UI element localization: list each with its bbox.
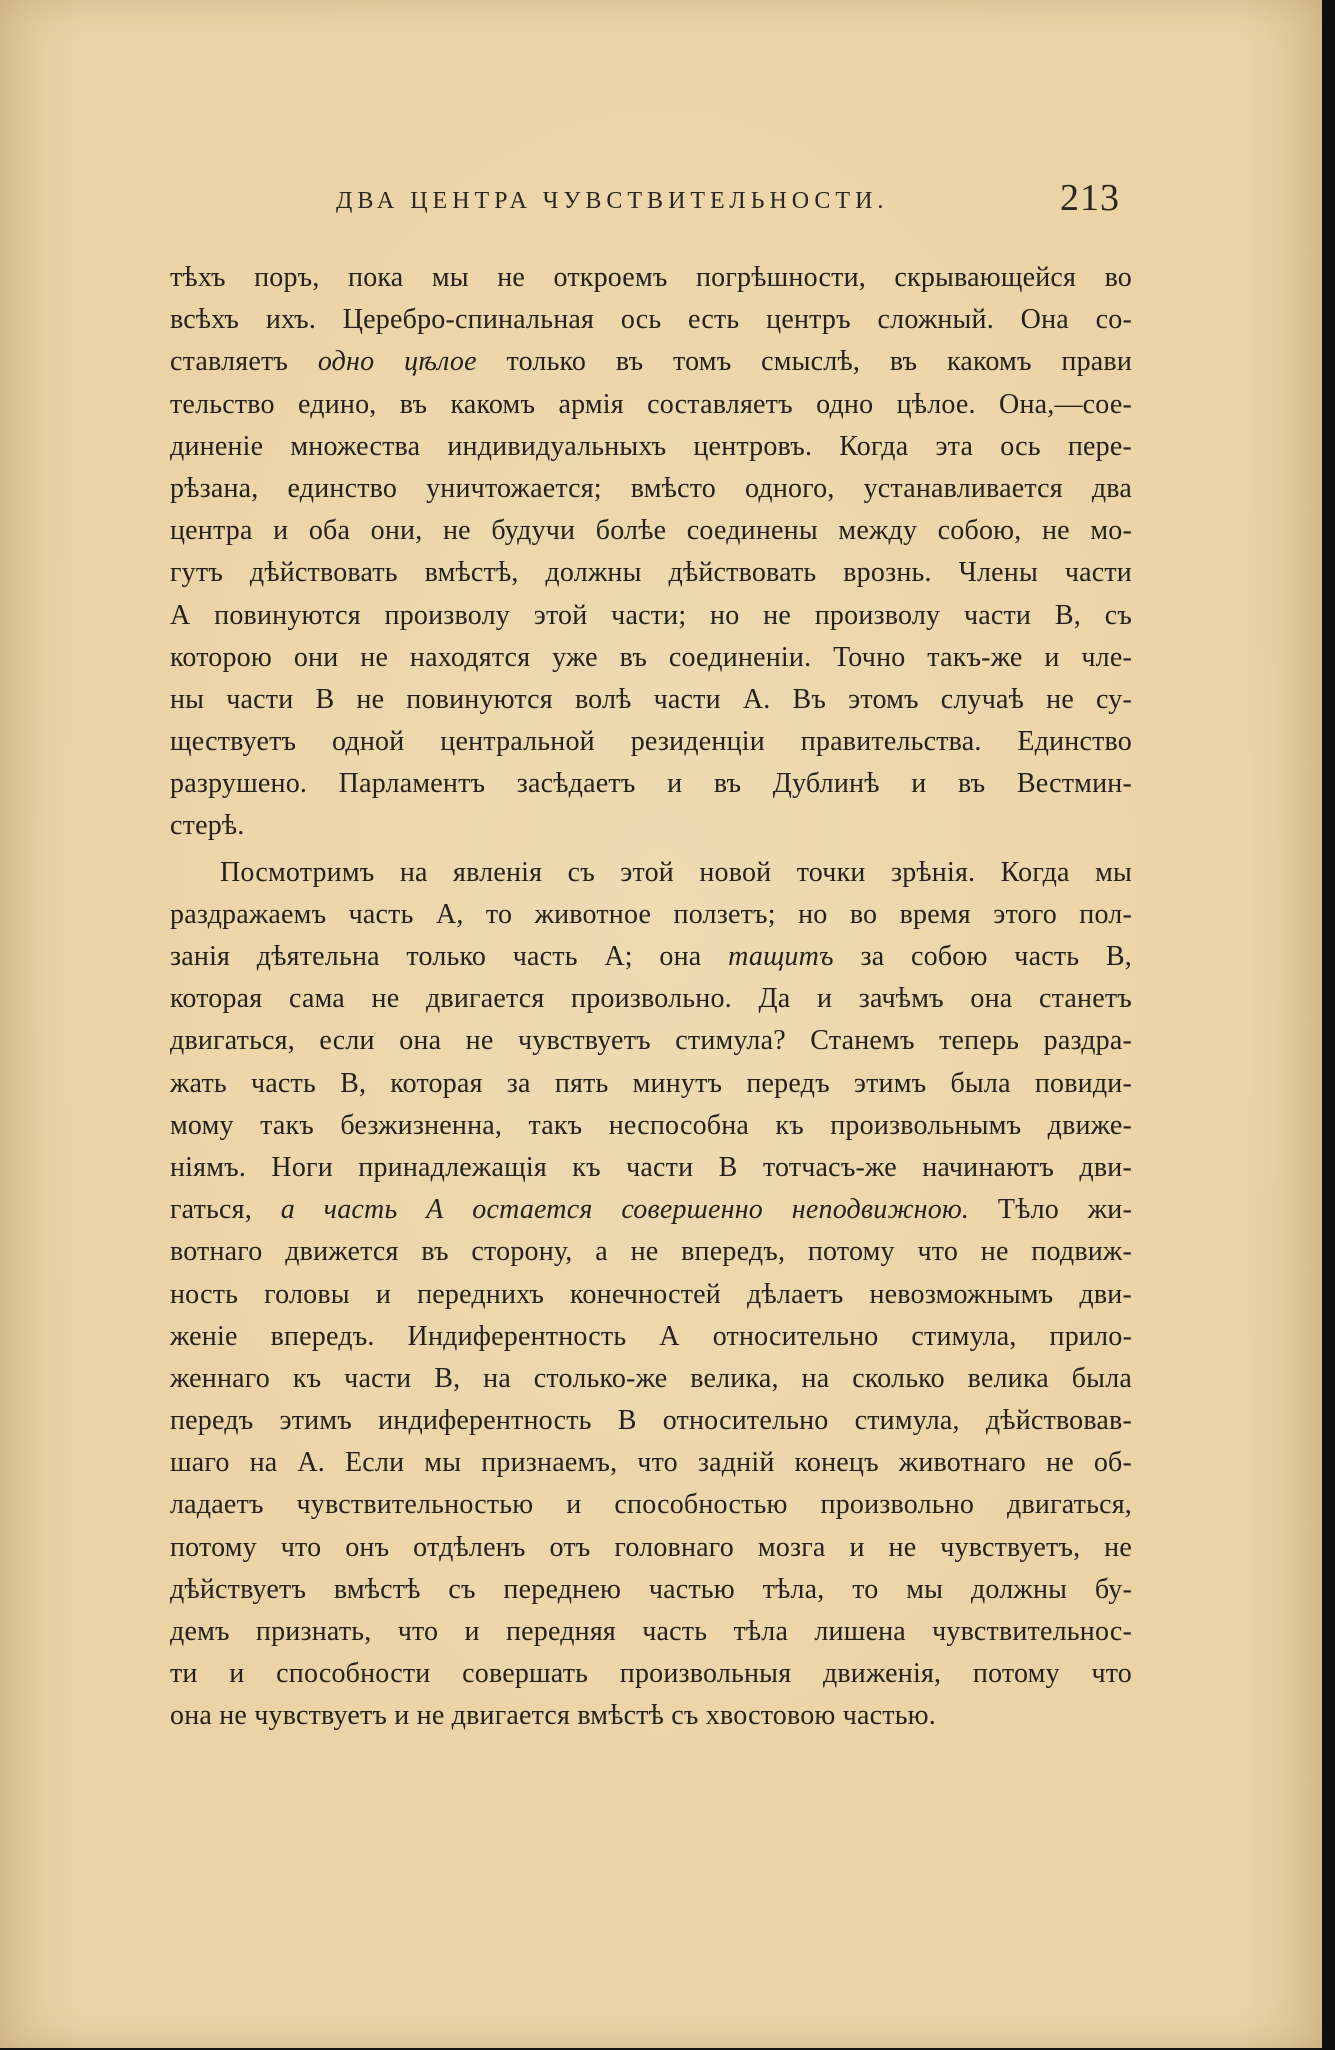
text-line: шаго на А. Если мы признаемъ, что задній конецъ животнаго не об- <box>170 1447 1132 1479</box>
text-line: ти и способности совершать произвольныя движенія, потому что <box>170 1658 1132 1690</box>
line-fragment: ставляетъ <box>170 346 318 378</box>
text-line: которая сама не двигается произвольно. Да и зачѣмъ она станетъ <box>170 983 1132 1015</box>
text-line: тельство едино, въ какомъ армія составляетъ одно цѣлое. Она,—сое- <box>170 388 1132 420</box>
body-text <box>170 257 1132 1738</box>
text-line: ны части В не повинуются волѣ части А. Въ этомъ случаѣ не су- <box>170 683 1132 715</box>
scan-edge <box>1322 0 1335 2050</box>
text-line: раздражаемъ часть А, то животное ползетъ; но во время этого пол- <box>170 898 1132 930</box>
text-line <box>170 1189 1132 1231</box>
text-line: передъ этимъ индиферентность В относительно стимула, дѣйствовав- <box>170 1405 1132 1437</box>
italic-emphasis: одно цѣлое <box>317 346 477 378</box>
text-line: демъ признать, что и передняя часть тѣла лишена чувствительнос- <box>170 1616 1132 1647</box>
text-line: женнаго къ части В, на столько-же велика, на сколько велика была <box>170 1362 1132 1394</box>
text-line: Посмотримъ на явленія съ этой новой точки зрѣнія. Когда мы <box>220 856 1132 888</box>
page-number: 213 <box>1060 177 1120 219</box>
running-head <box>170 176 1130 226</box>
text-line: разрушено. Парламентъ засѣдаетъ и въ Дублинѣ и въ Вестмин- <box>170 768 1132 800</box>
text-line: рѣзана, единство уничтожается; вмѣсто одного, устанавливается два <box>170 472 1132 504</box>
text-line: ность головы и переднихъ конечностей дѣлаетъ невозможнымъ дви- <box>170 1278 1132 1310</box>
text-line: двигаться, если она не чувствуетъ стимула? Станемъ теперь раздра- <box>170 1025 1132 1057</box>
text-line <box>170 341 1132 383</box>
line-fragment: Тѣло жи- <box>969 1194 1133 1226</box>
text-line: А повинуются произволу этой части; но не произволу части В, съ <box>170 599 1132 631</box>
text-line: мому такъ безжизненна, такъ неспособна къ произвольнымъ движе- <box>170 1109 1132 1141</box>
text-line: всѣхъ ихъ. Церебро-спинальная ось есть центръ сложный. Она со- <box>170 304 1132 336</box>
text-line <box>170 936 1132 978</box>
line-fragment: гаться, <box>170 1194 281 1226</box>
text-line: она не чувствуетъ и не двигается вмѣстѣ съ хвостовою частью. <box>170 1700 937 1732</box>
text-line: дѣйствуетъ вмѣстѣ съ переднею частью тѣла, то мы должны бу- <box>170 1573 1132 1605</box>
text-line: центра и оба они, не будучи болѣе соединены между собою, не мо- <box>170 515 1132 547</box>
text-line: жать часть В, которая за пять минутъ передъ этимъ была повиди- <box>170 1067 1132 1099</box>
text-line: потому что онъ отдѣленъ отъ головнаго мозга и не чувствуетъ, не <box>170 1531 1132 1563</box>
line-fragment: за собою часть В, <box>833 941 1132 972</box>
running-title: ДВА ЦЕНТРА ЧУВСТВИТЕЛЬНОСТИ. <box>336 188 889 214</box>
text-line: вотнаго движется въ сторону, а не впередъ, потому что не подвиж- <box>170 1236 1132 1268</box>
line-fragment: только въ томъ смыслѣ, въ какомъ прави <box>476 346 1133 378</box>
text-line: женіе впередъ. Индиферентность А относительно стимула, прило- <box>170 1320 1132 1352</box>
text-line: ладаетъ чувствительностью и способностью произвольно двигаться, <box>170 1489 1132 1521</box>
text-line: ніямъ. Ноги принадлежащія къ части В тотчасъ-же начинаютъ дви- <box>170 1151 1132 1183</box>
text-line: тѣхъ поръ, пока мы не откроемъ погрѣшности, скрывающейся во <box>170 262 1132 293</box>
text-line: гутъ дѣйствовать вмѣстѣ, должны дѣйствовать врознь. Члены части <box>170 557 1132 589</box>
text-line: ществуетъ одной центральной резиденціи правительства. Единство <box>170 726 1132 758</box>
text-line: стерѣ. <box>170 810 245 842</box>
line-fragment: занія дѣятельна только часть А; она <box>170 941 729 972</box>
text-line: которою они не находятся уже въ соединеніи. Точно такъ-же и чле- <box>170 641 1132 673</box>
text-line: диненіе множества индивидуальныхъ центровъ. Когда эта ось пере- <box>170 430 1132 462</box>
italic-emphasis: а часть А остается совершенно неподвижною. <box>280 1194 970 1226</box>
italic-emphasis: тащитъ <box>728 941 834 972</box>
